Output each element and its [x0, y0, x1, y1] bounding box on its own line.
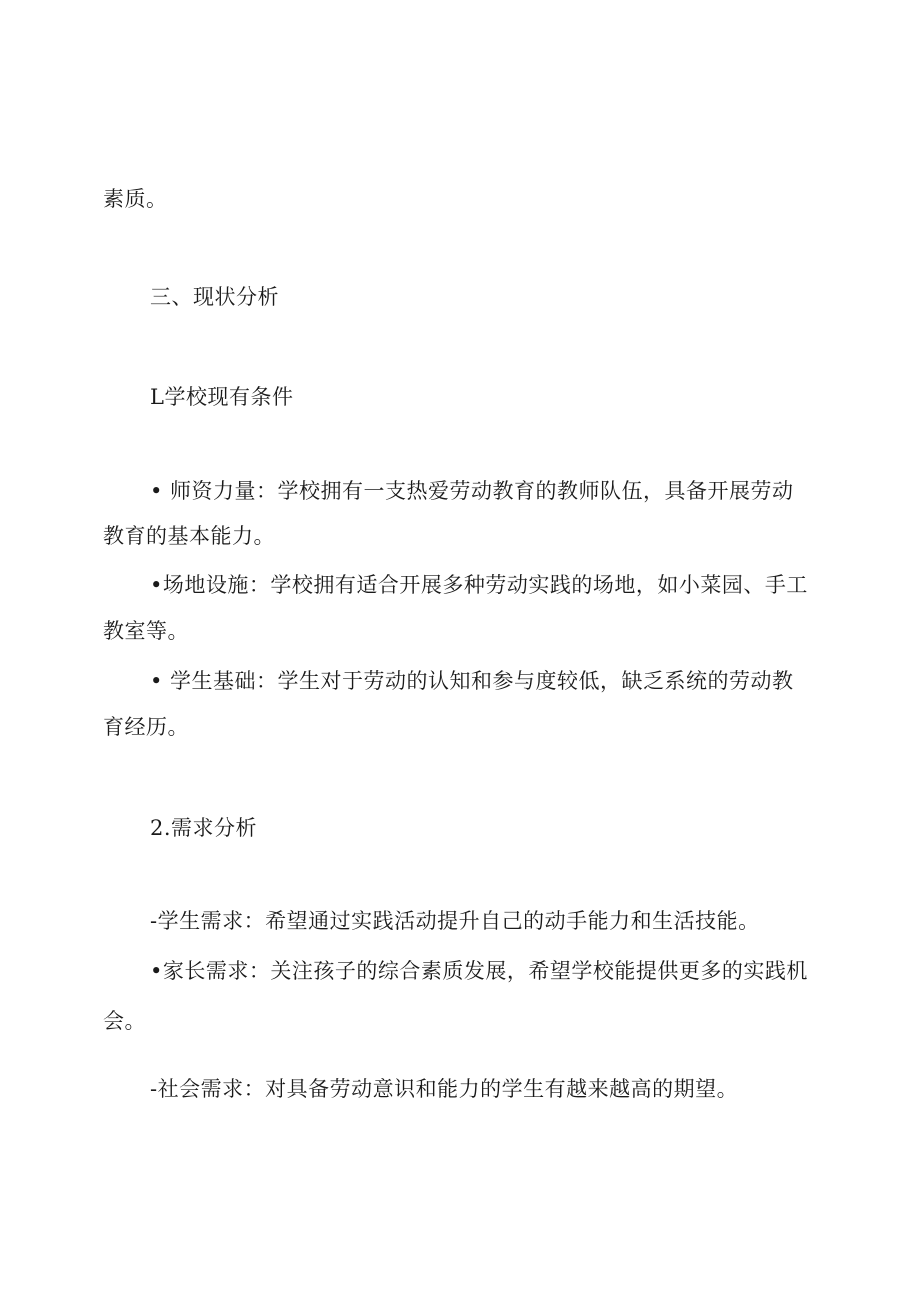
paragraph-continuation: 素质。: [103, 187, 168, 211]
bullet-parent-needs: •家长需求：关注孩子的综合素质发展，希望学校能提供更多的实践机: [150, 959, 808, 983]
bullet-teaching-staff: • 师资力量：学校拥有一支热爱劳动教育的教师队伍，具备开展劳动: [150, 479, 794, 503]
section-heading-status-analysis: 三、现状分析: [150, 285, 279, 309]
subsection-heading-school-conditions: L学校现有条件: [150, 385, 294, 409]
bullet-facilities: •场地设施：学校拥有适合开展多种劳动实践的场地，如小菜园、手工: [150, 573, 808, 597]
bullet-parent-needs-continuation: 会。: [103, 1009, 146, 1033]
bullet-student-foundation: • 学生基础：学生对于劳动的认知和参与度较低，缺乏系统的劳动教: [150, 669, 794, 693]
bullet-student-needs: -学生需求：希望通过实践活动提升自己的动手能力和生活技能。: [150, 909, 760, 933]
bullet-social-needs: -社会需求：对具备劳动意识和能力的学生有越来越高的期望。: [150, 1077, 739, 1101]
subsection-heading-needs-analysis: 2.需求分析: [150, 816, 258, 840]
bullet-student-foundation-continuation: 育经历。: [103, 715, 189, 739]
bullet-teaching-staff-continuation: 教育的基本能力。: [103, 524, 275, 548]
bullet-facilities-continuation: 教室等。: [103, 619, 189, 643]
